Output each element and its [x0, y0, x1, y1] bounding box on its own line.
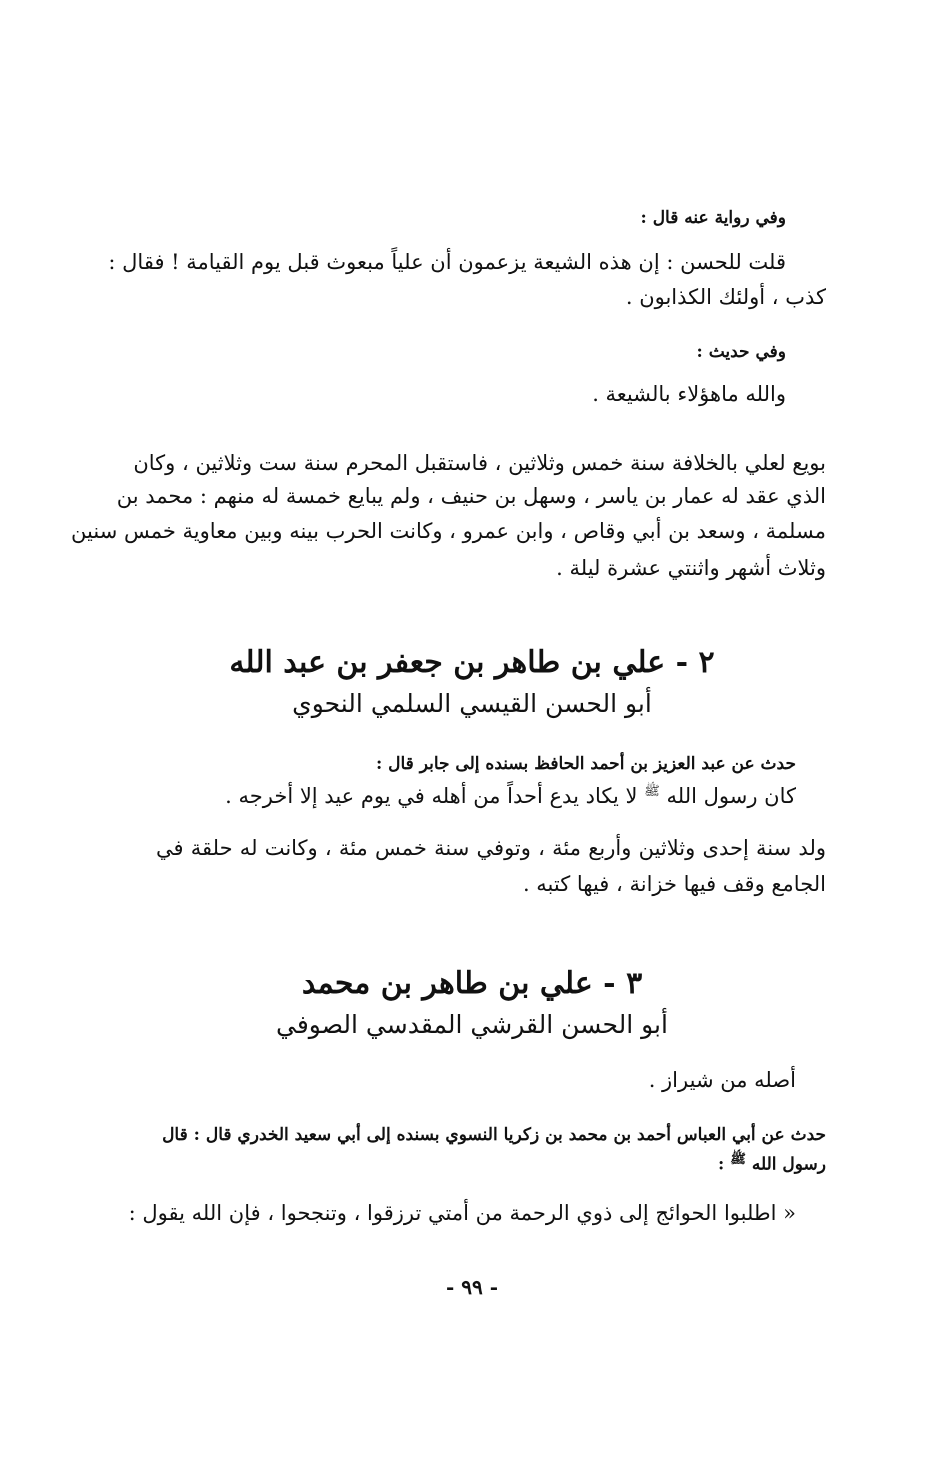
entry-3-isnad-line-2	[718, 1152, 826, 1175]
entry-2-subtitle: أبو الحسن القيسي السلمي النحوي	[292, 689, 652, 718]
hadith-text: والله ماهؤلاء بالشيعة .	[592, 382, 786, 406]
entry-3-isnad-line-1: حدث عن أبي العباس أحمد بن محمد بن زكريا النسوي بسنده إلى أبي سعيد الخدري قال : قال	[162, 1125, 826, 1145]
entry-3-hadith: « اطلبوا الحوائج إلى ذوي الرحمة من أمتي ترزقوا ، وتنجحوا ، فإن الله يقول :	[128, 1201, 796, 1225]
entry-2-bio-line-1: ولد سنة إحدى وثلاثين وأربع مئة ، وتوفي سنة خمس مئة ، وكانت له حلقة في	[156, 836, 826, 860]
narration-intro: وفي رواية عنه قال :	[640, 208, 786, 228]
entry-3-origin: أصله من شيراز .	[648, 1068, 796, 1092]
paragraph-line-3: مسلمة ، وسعد بن أبي وقاص ، وابن عمرو ، وكانت الحرب بينه وبين معاوية خمس سنين	[71, 519, 826, 543]
entry-2-title: ٢ - علي بن طاهر بن جعفر بن عبد الله	[229, 645, 715, 680]
quote-line-1: قلت للحسن : إن هذه الشيعة يزعمون أن علياً مبعوث قبل يوم القيامة ! فقال :	[108, 250, 786, 274]
paragraph-line-2: الذي عقد له عمار بن ياسر ، وسهل بن حنيف ، ولم يبايع خمسة له منهم : محمد بن	[116, 484, 826, 508]
entry-2-hadith-start: كان رسول الله	[666, 784, 796, 808]
quote-line-2: كذب ، أولئك الكذابون .	[625, 285, 826, 309]
entry-2-hadith	[225, 784, 796, 809]
paragraph-line-1: بويع لعلي بالخلافة سنة خمس وثلاثين ، فاستقبل المحرم سنة ست وثلاثين ، وكان	[133, 451, 826, 475]
salla-ligature-icon: ﷺ	[644, 784, 660, 799]
entry-3-isnad-start: رسول الله	[751, 1154, 826, 1175]
hadith-intro: وفي حديث :	[696, 342, 786, 362]
entry-3-title: ٣ - علي بن طاهر بن محمد	[301, 966, 643, 1001]
entry-2-hadith-end: لا يكاد يدع أحداً من أهله في يوم عيد إلا أخرجه .	[225, 784, 638, 808]
entry-2-bio-line-2: الجامع وقف فيها خزانة ، فيها كتبه .	[522, 872, 826, 896]
entry-2-isnad: حدث عن عبد العزيز بن أحمد الحافظ بسنده إلى جابر قال :	[375, 754, 796, 774]
entry-3-isnad-end: :	[718, 1154, 725, 1175]
page-number: - ٩٩ -	[445, 1275, 498, 1299]
paragraph-line-4: وثلاث أشهر واثنتي عشرة ليلة .	[556, 556, 826, 580]
entry-3-subtitle: أبو الحسن القرشي المقدسي الصوفي	[276, 1010, 668, 1039]
salla-ligature-icon: ﷺ	[730, 1152, 746, 1167]
